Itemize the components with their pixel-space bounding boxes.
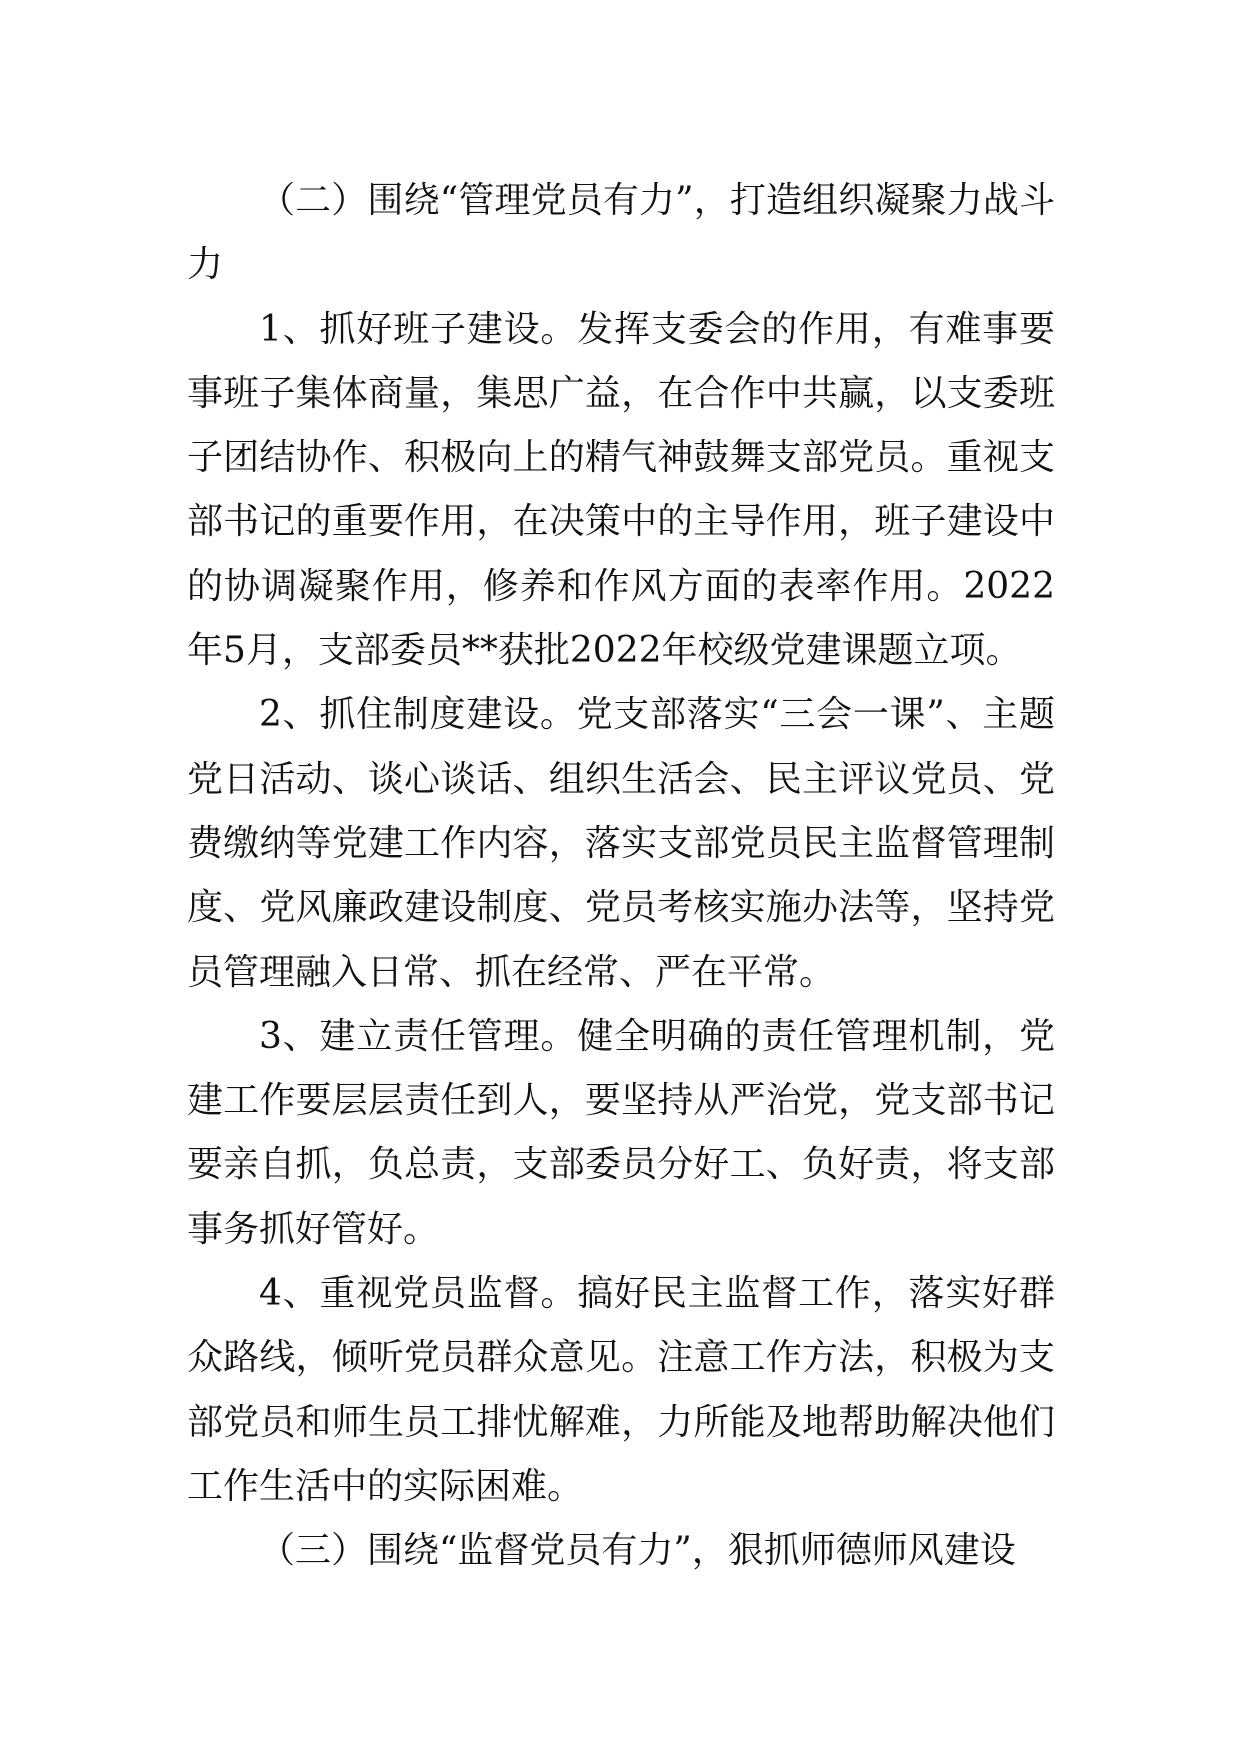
document-body <box>187 169 1055 1584</box>
section-heading-3: （三）围绕“监督党员有力”，狠抓师德师风建设 <box>259 1530 1016 1572</box>
paragraph-team-building: 1、抓好班子建设。发挥支委会的作用，有难事要事班子集体商量，集思广益，在合作中共赢，以支委班子团结协作、积极向上的精气神鼓舞支部党员。重视支部书记的重要作用，在决策中的主导作用，班子建设中的协调凝聚作用，修养和作风方面的表率作用。2022年5月，支部委员**获批2022年校级党建课题立项。 <box>187 308 1055 672</box>
section-heading-2: （二）围绕“管理党员有力”，打造组织凝聚力战斗力 <box>187 180 1055 286</box>
paragraph-member-supervision: 4、重视党员监督。搞好民主监督工作，落实好群众路线，倾听党员群众意见。注意工作方法，积极为支部党员和师生员工排忧解难，力所能及地帮助解决他们工作生活中的实际困难。 <box>187 1273 1055 1507</box>
paragraph-responsibility-management: 3、建立责任管理。健全明确的责任管理机制，党建工作要层层责任到人，要坚持从严治党，党支部书记要亲自抓，负总责，支部委员分好工、负好责，将支部事务抓好管好。 <box>187 1015 1055 1250</box>
paragraph-system-building: 2、抓住制度建设。党支部落实“三会一课”、主题党日活动、谈心谈话、组织生活会、民主评议党员、党费缴纳等党建工作内容，落实支部党员民主监督管理制度、党风廉政建设制度、党员考核实施办法等，坚持党员管理融入日常、抓在经常、严在平常。 <box>187 694 1055 993</box>
